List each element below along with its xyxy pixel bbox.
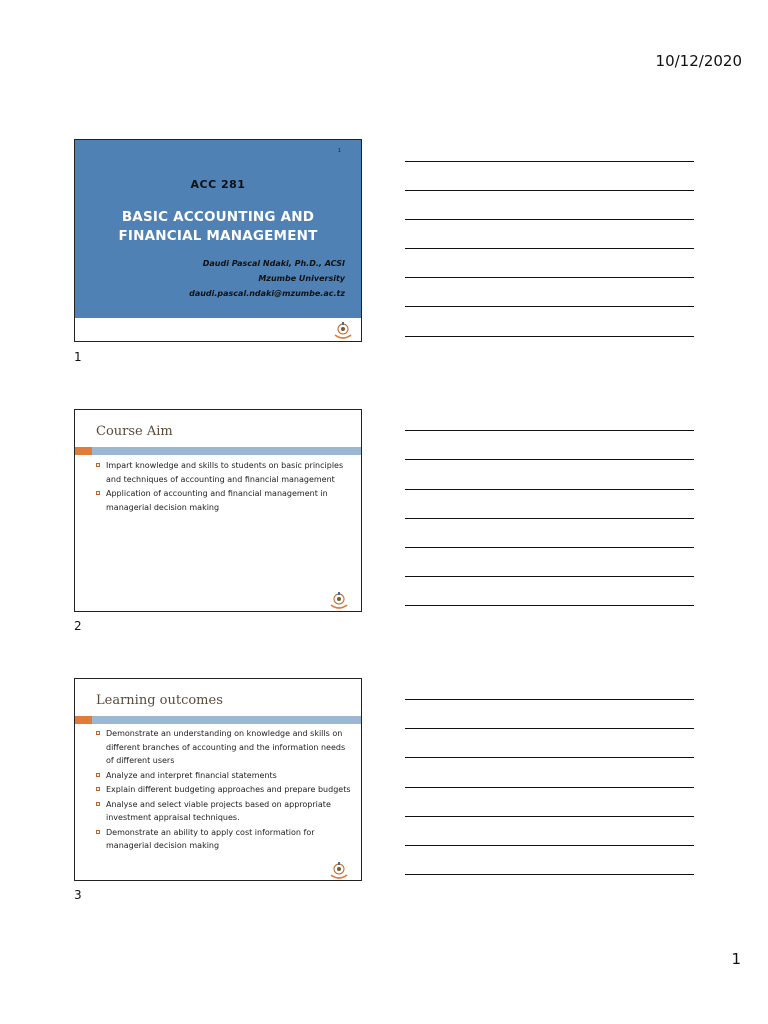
note-line bbox=[405, 874, 694, 875]
list-item: Analyze and interpret financial statements bbox=[96, 769, 351, 783]
slide-number-2: 2 bbox=[74, 619, 82, 633]
author-name: Daudi Pascal Ndaki, Ph.D., ACSI bbox=[202, 259, 345, 268]
note-line bbox=[405, 787, 694, 788]
note-line bbox=[405, 219, 694, 220]
note-line bbox=[405, 518, 694, 519]
slide-number-1: 1 bbox=[74, 350, 82, 364]
institution-name: Mzumbe University bbox=[258, 274, 345, 283]
accent-bar-orange bbox=[75, 716, 92, 724]
slide-2 bbox=[74, 409, 362, 612]
list-item: Explain different budgeting approaches and prepare budgets bbox=[96, 783, 351, 797]
slide-heading: Course Aim bbox=[96, 424, 173, 439]
note-line bbox=[405, 576, 694, 577]
note-line bbox=[405, 489, 694, 490]
slide-corner-number: 1 bbox=[337, 148, 341, 154]
note-line bbox=[405, 277, 694, 278]
note-line bbox=[405, 248, 694, 249]
note-line bbox=[405, 306, 694, 307]
list-item: Application of accounting and financial management in managerial decision making bbox=[96, 487, 351, 514]
course-title-line-1: BASIC ACCOUNTING AND bbox=[121, 209, 315, 225]
slide-heading: Learning outcomes bbox=[96, 693, 223, 708]
page-number: 1 bbox=[731, 950, 741, 968]
bullet-list bbox=[96, 459, 351, 515]
note-line bbox=[405, 605, 694, 606]
university-crest-icon bbox=[329, 591, 349, 609]
note-line bbox=[405, 190, 694, 191]
list-item: Demonstrate an understanding on knowledge and skills on different branches of accounting and the information needs of different users bbox=[96, 727, 351, 768]
bullet-list bbox=[96, 727, 351, 854]
slide-3 bbox=[74, 678, 362, 881]
note-line bbox=[405, 161, 694, 162]
list-item: Impart knowledge and skills to students on basic principles and techniques of accounting and financial management bbox=[96, 459, 351, 486]
note-line bbox=[405, 728, 694, 729]
course-title-line-2: FINANCIAL MANAGEMENT bbox=[118, 228, 318, 244]
author-email: daudi.pascal.ndaki@mzumbe.ac.tz bbox=[189, 289, 345, 298]
accent-bar bbox=[75, 447, 361, 455]
university-crest-icon bbox=[333, 321, 353, 339]
note-line bbox=[405, 699, 694, 700]
accent-bar bbox=[75, 716, 361, 724]
note-line bbox=[405, 336, 694, 337]
note-line bbox=[405, 430, 694, 431]
accent-bar-orange bbox=[75, 447, 92, 455]
title-band bbox=[75, 140, 361, 318]
slide-number-3: 3 bbox=[74, 888, 82, 902]
university-crest-icon bbox=[329, 861, 349, 879]
note-line bbox=[405, 547, 694, 548]
list-item: Analyse and select viable projects based on appropriate investment appraisal techniques. bbox=[96, 798, 351, 825]
author-block bbox=[189, 256, 345, 301]
course-title bbox=[75, 208, 361, 246]
note-line bbox=[405, 816, 694, 817]
note-line bbox=[405, 845, 694, 846]
course-code: ACC 281 bbox=[190, 178, 246, 191]
print-date: 10/12/2020 bbox=[655, 52, 742, 70]
note-line bbox=[405, 459, 694, 460]
list-item: Demonstrate an ability to apply cost information for managerial decision making bbox=[96, 826, 351, 853]
note-line bbox=[405, 757, 694, 758]
slide-1 bbox=[74, 139, 362, 342]
